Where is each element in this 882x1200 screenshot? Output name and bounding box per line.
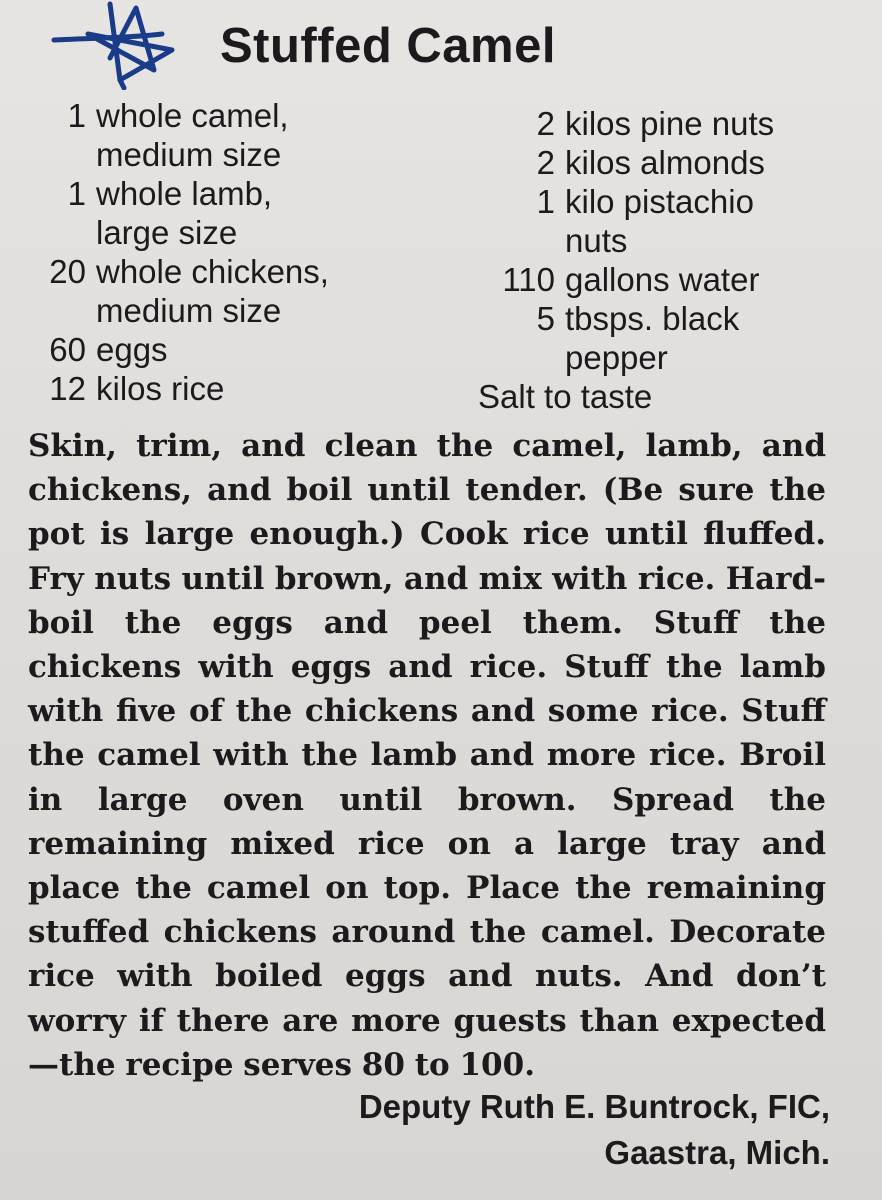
ingredient-text: gallons water (565, 261, 760, 298)
ingredient-text: whole camel, (96, 97, 289, 134)
ingredient-text: eggs (96, 331, 168, 368)
ingredient-text: whole lamb, (96, 175, 273, 212)
ingredient-item (49, 369, 329, 408)
ingredient-quantity: 5 (536, 300, 555, 337)
ingredient-list-right (478, 104, 775, 416)
ingredient-item (536, 182, 774, 260)
ingredient-text: Salt to taste (478, 378, 653, 415)
credit-place: Gaastra, Mich. (604, 1134, 830, 1171)
ingredient-text: nuts (565, 222, 628, 259)
ingredient-quantity: 1 (67, 175, 86, 212)
ingredient-item (536, 299, 774, 377)
ingredient-item (502, 260, 774, 299)
ingredient-text: kilos rice (96, 370, 225, 407)
ingredient-text: medium size (96, 292, 282, 329)
star-mark-icon (50, 0, 180, 90)
ingredient-text: large size (96, 214, 238, 251)
ingredient-item (536, 143, 774, 182)
recipe-title: Stuffed Camel (220, 19, 556, 73)
ingredient-quantity: 20 (49, 253, 86, 290)
ingredient-quantity: 1 (67, 97, 86, 134)
ingredient-text: kilos almonds (565, 144, 765, 181)
recipe-credit (359, 1084, 830, 1176)
ingredient-text: medium size (96, 136, 282, 173)
ingredient-text: kilos pine nuts (565, 105, 775, 142)
ingredient-text: kilo pistachio (565, 183, 754, 220)
ingredient-text: tbsps. black (565, 300, 740, 337)
ingredient-item (67, 174, 329, 252)
recipe-method: Skin, trim, and clean the camel, lamb, and chickens, and boil until tender. (Be sure the pot is large enough.) Cook rice until fluffed. Fry nuts until brown, and mix with rice. Hard-boil the eggs and peel them. Stuff the chickens with eggs and rice. Stuff the lamb with five of the chickens and some rice. Stuff the camel with the lamb and more rice. Broil in large oven until brown. Spread the remaining mixed rice on a large tray and place the camel on top. Place the remaining stuffed chickens around the camel. Decorate rice with boiled eggs and nuts. And don’t worry if there are more guests than expected—the recipe serves 80 to 100. (28, 428, 826, 1083)
ingredient-quantity: 2 (536, 144, 555, 181)
credit-name: Deputy Ruth E. Buntrock, FIC, (358, 1088, 830, 1125)
ingredient-text: whole chickens, (96, 253, 329, 290)
ingredient-quantity: 1 (536, 183, 555, 220)
ingredient-item (67, 96, 329, 174)
ingredient-quantity: 110 (502, 261, 555, 298)
ingredient-list-left (49, 96, 329, 408)
ingredient-item (478, 377, 774, 416)
ingredient-item (536, 104, 775, 143)
ingredient-item (49, 252, 329, 330)
ingredient-item (49, 330, 329, 369)
ingredient-quantity: 60 (49, 331, 86, 368)
ingredient-quantity: 2 (536, 105, 555, 142)
ingredient-quantity: 12 (49, 370, 86, 407)
ingredient-text: pepper (565, 339, 668, 376)
